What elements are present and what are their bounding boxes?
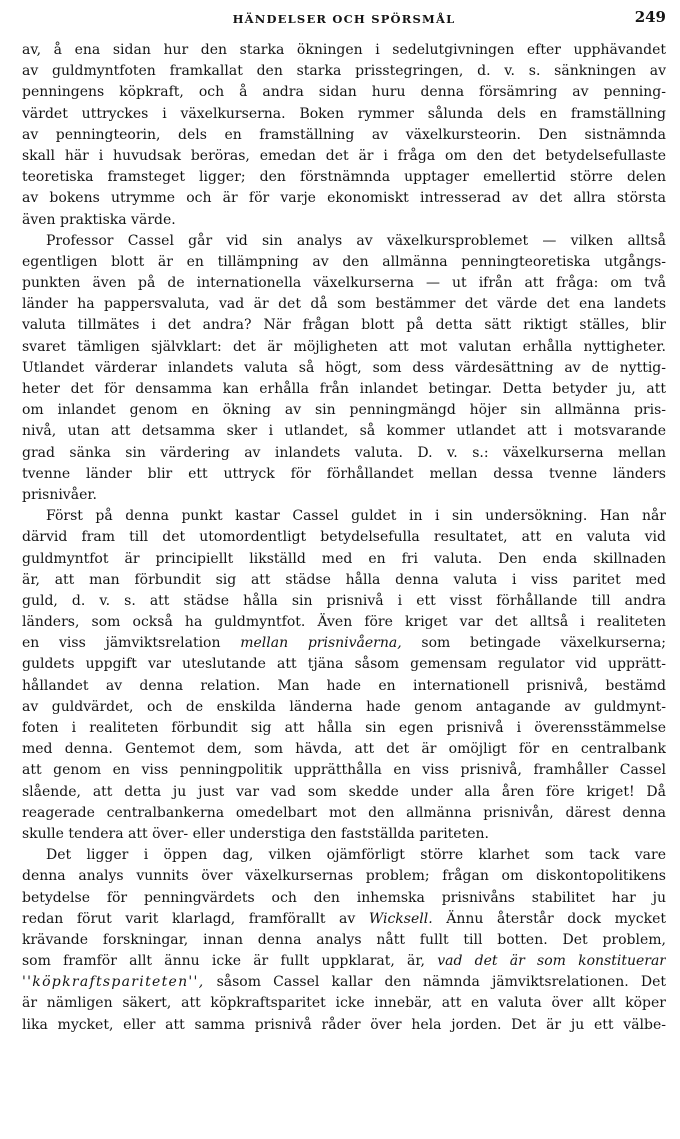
paragraph bbox=[22, 40, 666, 231]
text-line: foten i realiteten förbundit sig att hålla sin egen prisnivå i överensstämmelse bbox=[22, 720, 666, 736]
text-line: denna analys vunnits över växelkursernas problem; frågan om diskontopolitikens bbox=[22, 868, 666, 885]
text-line: om inlandet genom en ökning av sin penningmängd höjer sin allmänna pris- bbox=[22, 402, 666, 419]
text-line: krävande forskningar, innan denna analys nått fullt till botten. Det problem, bbox=[22, 931, 666, 948]
text-line: valuta tillmätes i det andra? När frågan blott på detta sätt riktigt ställes, blir bbox=[22, 317, 666, 334]
running-title: HÄNDELSER OCH SPÖRSMÅL bbox=[232, 12, 456, 26]
text-line: en viss jämviktsrelation mellan prisnivåerna, som betingade växelkurserna; bbox=[22, 635, 666, 652]
text-line: skall här i huvudsak beröras, emedan det är i fråga om den det betydelsefullaste bbox=[22, 147, 666, 164]
text-line: penningens köpkraft, och å andra sidan huru denna försämring av penning- bbox=[22, 84, 666, 101]
text-line: grad sänka sin värdering av inlandets valuta. D. v. s.: växelkurserna mellan bbox=[22, 444, 666, 461]
spaced-italic-term: ''köpkraftspariteten'', bbox=[22, 974, 205, 991]
text-line: skulle tendera att över- eller understiga den fastställda pariteten. bbox=[22, 825, 489, 842]
text-line: som framför allt ännu icke är fullt uppklarat, är, vad det är som konstituerar bbox=[22, 953, 666, 970]
text-line: redan förut varit klarlagd, framförallt av Wicksell. Ännu återstår dock mycket bbox=[22, 910, 666, 927]
text-line: tvenne länder blir ett uttryck för förhållandet mellan dessa tvenne länders bbox=[22, 465, 666, 482]
text-line: nivå, utan att detsamma sker i utlandet, så kommer utlandet att i motsvarande bbox=[22, 423, 666, 440]
text-line: ''köpkraftspariteten'', såsom Cassel kallar den nämnda jämviktsrelationen. Det bbox=[22, 974, 666, 991]
italic-phrase: Wicksell. bbox=[368, 910, 433, 927]
text-line: är nämligen säkert, att köpkraftsparitet icke innebär, att en valuta över allt köper bbox=[22, 995, 666, 1012]
text-line: med denna. Gentemot dem, som hävda, att det är omöjligt för en centralbank bbox=[22, 741, 666, 758]
text-line: av guldvärdet, och de enskilda länderna hade genom antagande av guldmynt- bbox=[22, 698, 666, 715]
body-text bbox=[22, 40, 666, 1036]
text-line: punkten även på de internationella växelkurserna — ut ifrån att fråga: om två bbox=[22, 275, 666, 292]
paragraph bbox=[22, 231, 666, 506]
text-line: länders, som också ha guldmyntfot. Även före kriget var det alltså i realiteten bbox=[22, 614, 666, 631]
text-line: slående, att detta ju just var vad som skedde under alla åren före kriget! Då bbox=[22, 783, 666, 800]
text-line: guldets uppgift var uteslutande att tjäna såsom gemensam regulator vid upprätt- bbox=[22, 656, 666, 673]
text-line: Det ligger i öppen dag, vilken ojämförligt större klarhet som tack vare bbox=[46, 847, 666, 864]
italic-phrase: mellan prisnivåerna, bbox=[240, 635, 402, 652]
text-line: av, å ena sidan hur den starka ökningen i sedelutgivningen efter upphävandet bbox=[22, 42, 666, 58]
text-line: svaret tämligen självklart: det är möjligheten att mot valutan erhålla nyttigheter. bbox=[22, 338, 666, 355]
text-line: guld, d. v. s. att städse hålla sin prisnivå i ett visst förhållande till andra bbox=[22, 592, 666, 609]
text-line: är, att man förbundit sig att städse hålla denna valuta i viss paritet med bbox=[22, 571, 666, 588]
text-line: även praktiska värde. bbox=[22, 211, 176, 228]
text-line: länder ha pappersvaluta, vad är det då som bestämmer det värde det ena landets bbox=[22, 296, 666, 313]
paragraph bbox=[22, 845, 666, 1036]
text-line: av guldmyntfoten framkallat den starka prisstegringen, d. v. s. sänkningen av bbox=[22, 63, 666, 80]
text-line: prisnivåer. bbox=[22, 486, 97, 503]
text-line: Först på denna punkt kastar Cassel guldet in i sin undersökning. Han når bbox=[46, 508, 666, 525]
text-line: teoretiska framsteget ligger; den förstnämnda upptager emellertid större delen bbox=[22, 169, 666, 186]
text-line: att genom en viss penningpolitik upprätthålla en viss prisnivå, framhåller Cassel bbox=[22, 762, 666, 779]
text-line: egentligen blott är en tillämpning av den allmänna penningteoretiska utgångs- bbox=[22, 253, 666, 270]
text-line: guldmyntfot är principiellt likställd med en fri valuta. Den enda skillnaden bbox=[22, 550, 666, 567]
text-line: Utlandet värderar inlandets valuta så högt, som dess värdesättning av de nyttig- bbox=[22, 359, 666, 376]
text-line: av bokens utrymme och är för varje ekonomiskt intresserad av det allra största bbox=[22, 190, 666, 207]
text-line: Professor Cassel går vid sin analys av växelkursproblemet — vilken alltså bbox=[46, 232, 666, 249]
italic-phrase: vad det är som konstituerar bbox=[437, 953, 666, 970]
page-header bbox=[22, 8, 666, 30]
text-line: därvid fram till det utomordentligt betydelsefulla resultatet, att en valuta vid bbox=[22, 529, 666, 546]
text-line: reagerade centralbankerna omedelbart mot den allmänna prisnivån, därest denna bbox=[22, 804, 666, 821]
text-line: lika mycket, eller att samma prisnivå råder över hela jorden. Det är ju ett välbe- bbox=[22, 1016, 666, 1033]
page-number: 249 bbox=[634, 8, 666, 26]
text-line: hållandet av denna relation. Man hade en internationell prisnivå, bestämd bbox=[22, 677, 666, 694]
text-line: betydelse för penningvärdets och den inhemska prisnivåns stabilitet har ju bbox=[22, 889, 666, 906]
text-line: heter det för densamma kan erhålla från inlandet betingar. Detta betyder ju, att bbox=[22, 381, 666, 397]
paragraph bbox=[22, 506, 666, 845]
text-line: av penningteorin, dels en framställning av växelkursteorin. Den sistnämnda bbox=[22, 126, 666, 143]
text-line: värdet uttryckes i växelkurserna. Boken rymmer sålunda dels en framställning bbox=[22, 105, 666, 122]
